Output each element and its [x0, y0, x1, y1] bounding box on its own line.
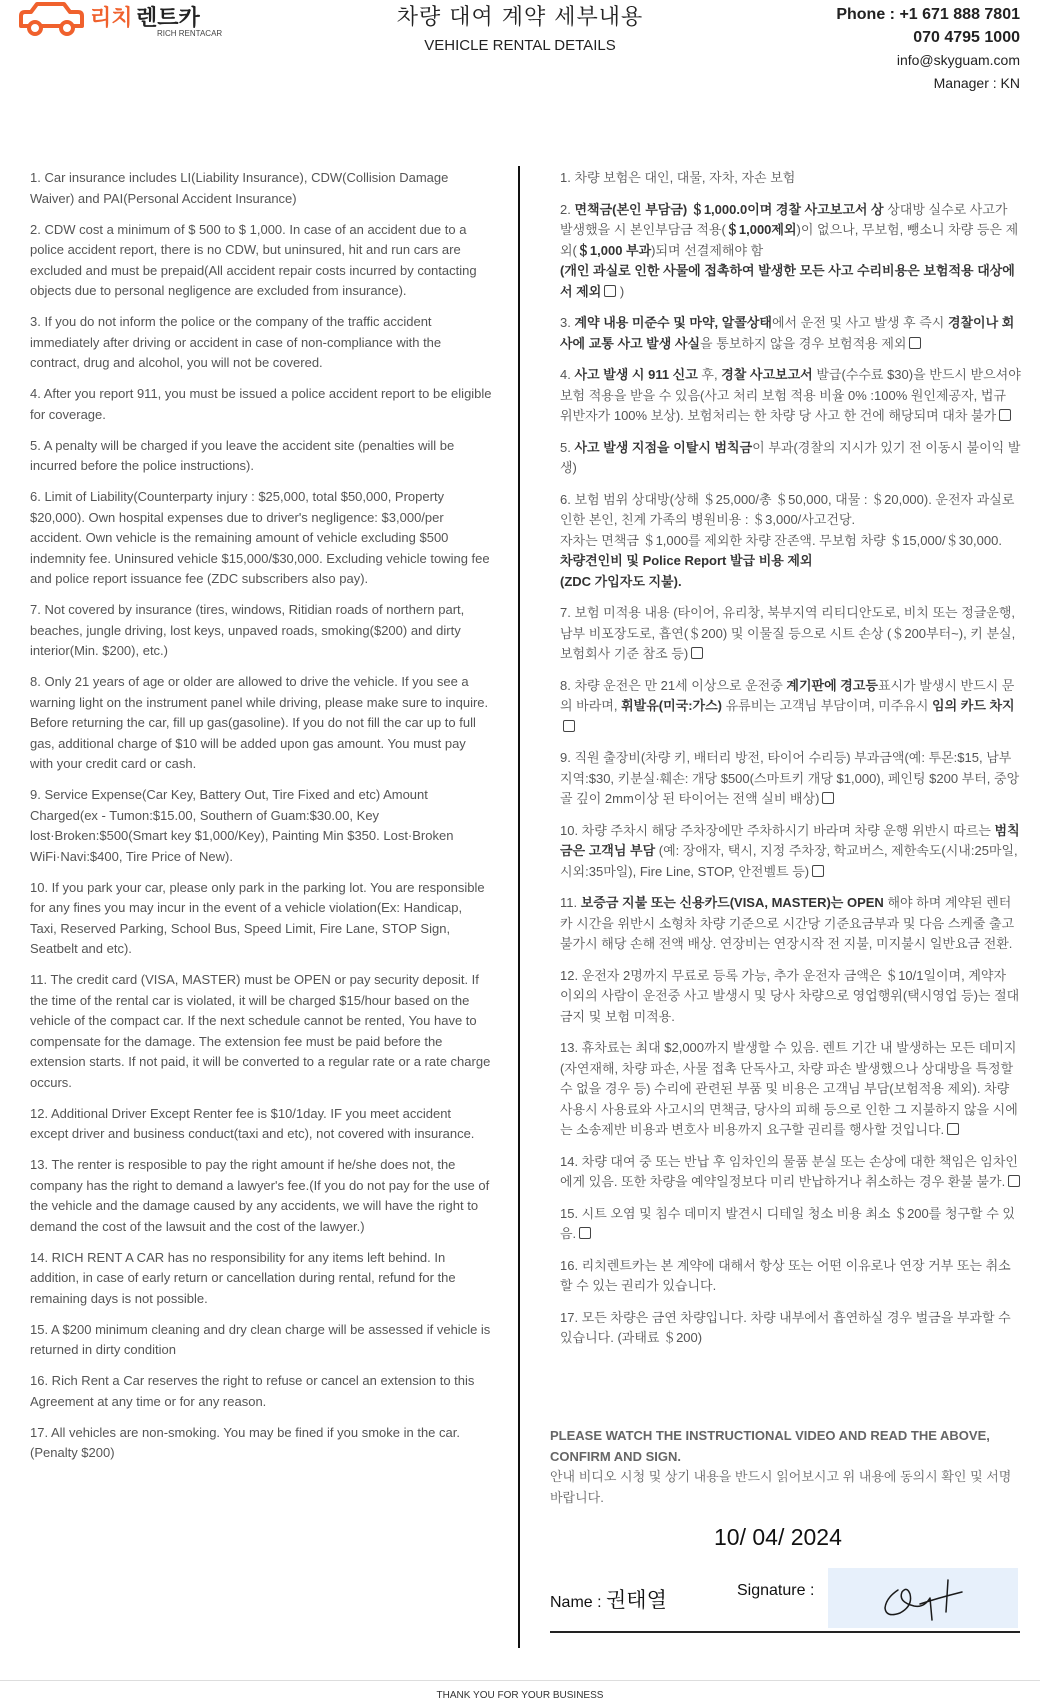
term-ko-17: 17. 모든 차량은 금연 차량입니다. 차량 내부에서 흡연하실 경우 벌금을 부과할 수 있습니다. (과태료 ＄200) — [560, 1309, 1011, 1345]
checkbox-9[interactable] — [822, 792, 834, 804]
checkbox-13[interactable] — [947, 1123, 959, 1135]
term-en-8: 8. Only 21 years of age or older are allowed to drive the vehicle. If you see a warning light on the instrument panel while driving, please make sure to inquire. Before returning the car, fill up gas(gasoline). If you do not fill the car up to full gas, additional charge of $10 will be added upon gas amount. You must pay with your credit card or cash. — [30, 674, 489, 771]
checkbox-15[interactable] — [579, 1227, 591, 1239]
term-en-5: 5. A penalty will be charged if you leave the accident site (penalties will be incurred before the police instructions). — [30, 437, 455, 473]
term-ko-15: 15. 시트 오염 및 침수 데미지 발견시 디테일 청소 비용 최소 ＄200를 청구할 수 있음. — [560, 1205, 1015, 1241]
term-en-11: 11. The credit card (VISA, MASTER) must be OPEN or pay security deposit. If the time of the rental car is violated, it will be charged $15/hour based on the vehicle of the compact car. If the next schedule cannot be rented, You have to compensate for the damage. The extension fee must be paid before the extension starts. If not paid, it will be converted to a regular rate or a rate charge occurs. — [30, 972, 491, 1090]
term-ko-1: 1. 차량 보험은 대인, 대물, 자차, 자손 보험 — [560, 170, 796, 185]
phone-2: 070 4795 1000 — [913, 29, 1020, 46]
name-label: Name : — [550, 1594, 607, 1611]
notice-korean: 안내 비디오 시청 및 상기 내용을 반드시 읽어보시고 위 내용에 동의시 확인 및 서명 바랍니다. — [550, 1469, 1012, 1505]
term-en-13: 13. The renter is resposible to pay the right amount if he/she does not, the company has the right to demand a lawyer's fee.(If you do not pay for the use of the vehicle and the damage caused by any accidents, we will have the right to demand the cost of the lawsuit and the cost of the lawyer.) — [30, 1157, 490, 1234]
title-korean: 차량 대여 계약 세부내용 — [396, 5, 644, 30]
checkbox-2[interactable] — [604, 285, 616, 297]
contract-date: 10/ 04/ 2024 — [714, 1524, 842, 1550]
term-ko-14: 14. 차량 대여 중 또는 반납 후 임차인의 물품 분실 또는 손상에 대한 책임은 임차인에게 있음. 또한 차량을 예약일정보다 미리 반납하거나 취소하는 경우 환불 불가. — [560, 1152, 1022, 1193]
term-en-1: 1. Car insurance includes LI(Liability Insurance), CDW(Collision Damage Waiver) and PAI(Personal Accident Insurance) — [30, 170, 449, 206]
terms-korean — [560, 168, 1022, 1360]
term-en-2: 2. CDW cost a minimum of $ 500 to $ 1,000. In case of an accident due to a police accident report, there is no CDW, but uninsured, hit and run cars are excluded and must be prepaid(All accident repair costs incurred by contacting objects due to personal negligence are excluded from insurance). — [30, 221, 477, 298]
term-ko-11: 11. 보증금 지불 또는 신용카드(VISA, MASTER)는 OPEN 해야 하며 계약된 렌터카 시간을 위반시 소형차 차량 기준으로 시간당 기준요금부과 및 다음 스케줄 출고 불가시 해당 손해 전액 배상. 연장비는 연장시작 전 지불, 미지불시 일반요금 전환. — [560, 895, 1015, 951]
term-ko-7: 7. 보험 미적용 내용 (타이어, 유리창, 북부지역 리티디안도로, 비치 또는 정글운행, 남부 비포장도로, 흡연(＄200) 및 이물질 등으로 시트 손상 (＄200부터~), 키 분실, 보험회사 기준 참조 등) — [560, 605, 1016, 661]
contact-block — [836, 3, 1020, 95]
footer-divider — [0, 1680, 1040, 1681]
renter-name — [550, 1584, 667, 1614]
phone-1: Phone : +1 671 888 7801 — [836, 6, 1020, 23]
term-en-17: 17. All vehicles are non-smoking. You may be fined if you smoke in the car. (Penalty $200) — [30, 1424, 460, 1460]
checkbox-14[interactable] — [1008, 1175, 1020, 1187]
term-en-6: 6. Limit of Liability(Counterparty injury : $25,000, total $50,000, Property $20,000). Own hospital expenses due to driver's negligence: $3,000/per accident. Own vehicle is the remaining amount of vehicle excluding $500 indemnity fee. Uninsured vehicle $15,000/$30,000. Excluding vehicle towing fee and police report issuance fee (ZDC subscribers also pay). — [30, 489, 490, 586]
checkbox-3[interactable] — [909, 337, 921, 349]
footer-text: THANK YOU FOR YOUR BUSINESS — [436, 1690, 604, 1701]
notice-english: PLEASE WATCH THE INSTRUCTIONAL VIDEO AND READ THE ABOVE, CONFIRM AND SIGN. — [550, 1428, 990, 1464]
column-divider — [518, 166, 520, 1648]
company-logo — [18, 0, 228, 44]
email: info@skyguam.com — [896, 52, 1020, 68]
signature-field[interactable] — [828, 1568, 1018, 1628]
term-ko-5: 5. 사고 발생 지점을 이탈시 범칙금이 부과(경찰의 지시가 있기 전 이동시 불이익 발생) — [560, 439, 1021, 475]
term-ko-6: 6. 보험 범위 상대방(상해 ＄25,000/총 ＄50,000, 대물 : ＄20,000). 운전자 과실로 인한 본인, 친계 가족의 병원비용 : ＄3,000/사고건당. 자차는 면책금 ＄1,000를 제외한 차량 잔존액. 무보험 차량 ＄15,000/＄30,000. 차량견인비 및 Police Report 발급 비용 제외 (ZDC 가입자도 지불). — [560, 491, 1015, 589]
name-value: 권태열 — [606, 1589, 667, 1612]
sign-notice — [550, 1426, 1020, 1508]
term-en-15: 15. A $200 minimum cleaning and dry clean charge will be assessed if vehicle is returned in dirty condition — [30, 1321, 491, 1357]
term-en-4: 4. After you report 911, you must be issued a police accident report to be eligible for coverage. — [30, 386, 492, 422]
term-en-16: 16. Rich Rent a Car reserves the right to refuse or cancel an extension to this Agreement at any time or for any reason. — [30, 1373, 475, 1409]
checkbox-4[interactable] — [999, 409, 1011, 421]
term-ko-4: 4. 사고 발생 시 911 신고 후, 경찰 사고보고서 발급(수수료 $30)을 반드시 받으셔야 보험 적용을 받을 수 있음(사고 처리 보험 적용 비율 0% :100% 원인제공자, 법규 위반자가 100% 보상). 보험처리는 한 차량 당 사고 한 건에 해당되며 대차 불가 — [560, 367, 1021, 423]
term-en-3: 3. If you do not inform the police or the company of the traffic accident immediately after driving or accident in case of non-compliance with the contract, drug and alcohol, you will not be covered. — [30, 314, 442, 370]
signature-label: Signature : — [737, 1582, 815, 1599]
manager: Manager : KN — [933, 75, 1020, 91]
term-ko-8: 8. 차량 운전은 만 21세 이상으로 운전중 계기판에 경고등표시가 발생시 반드시 문의 바라며, 휘발유(미국:가스) 유류비는 고객님 부담이며, 미주유시 임의 카드 차지 — [560, 676, 1022, 738]
svg-text:리치: 리치 — [90, 6, 133, 31]
signature-line — [550, 1631, 1020, 1633]
term-ko-9: 9. 직원 출장비(차량 키, 배터리 방전, 타이어 수리등) 부과금액(예: 투몬:$15, 남부지역:$30, 키분실·훼손: 개당 $500(스마트키 개당 $1,000), 페인팅 $200 부터, 중앙 골 깊이 2mm이상 된 타이어는 전액 실비 배상) — [560, 750, 1020, 806]
car-logo-icon — [18, 0, 228, 44]
term-en-12: 12. Additional Driver Except Renter fee is $10/1day. IF you meet accident except driver and business conduct(taxi and etc), not covered with insurance. — [30, 1105, 475, 1141]
term-ko-2: 2. 면책금(본인 부담금) ＄1,000.0이며 경찰 사고보고서 상 상대방 실수로 사고가 발생했을 시 본인부담금 적용(＄1,000제외)이 없으나, 무보험, 뺑소니 차량 등은 제외(＄1,000 부과)되며 선결제해야 함 (개인 과실로 인한 사물에 접촉하여 발생한 모든 사고 수리비용은 보험적용 대상에서 제외 ) — [560, 201, 1019, 299]
title-english: VEHICLE RENTAL DETAILS — [424, 37, 616, 54]
checkbox-8[interactable] — [563, 720, 575, 732]
handwritten-signature — [828, 1568, 1018, 1628]
term-ko-12: 12. 운전자 2명까지 무료로 등록 가능, 추가 운전자 금액은 ＄10/1일이며, 계약자 이외의 사람이 운전중 사고 발생시 및 당사 차량으로 영업행위(택시영업 등)는 절대 금지 및 보험 미적용. — [560, 967, 1020, 1024]
term-ko-13: 13. 휴차료는 최대 $2,000까지 발생할 수 있음. 렌트 기간 내 발생하는 모든 데미지(자연재해, 차량 파손, 사물 접촉 단독사고, 차량 파손 발생했으나 상대방을 특정할 수 없을 경우 등) 수리에 관련된 부품 및 비용은 고객님 부담(보험적용 제외). 차량 사용시 사용료와 사고시의 면책금, 당사의 피해 등으로 인한 그 지불하지 않을 시에는 소송제반 비용과 변호사 비용까지 요구할 권리를 행사할 것입니다. — [560, 1040, 1018, 1137]
term-ko-3: 3. 계약 내용 미준수 및 마약, 알콜상태에서 운전 및 사고 발생 후 즉시 경찰이나 회사에 교통 사고 발생 사실을 통보하지 않을 경우 보험적용 제외 — [560, 315, 1015, 351]
term-ko-10: 10. 차량 주차시 해당 주차장에만 주차하시기 바라며 차량 운행 위반시 따르는 범칙금은 고객님 부담 (예: 장애자, 택시, 지정 주차장, 학교버스, 제한속도(시내:25마일, 시외:35마일), Fire Line, STOP, 안전벨트 등) — [560, 822, 1020, 879]
checkbox-7[interactable] — [691, 647, 703, 659]
term-en-10: 10. If you park your car, please only park in the parking lot. You are responsible for any fines you may incur in the event of a vehicle violation(Ex: Handicap, Taxi, Reserved Parking, School Bus, Speed Limit, Fire Lane, STOP Sign, Seatbelt and etc). — [30, 879, 485, 956]
checkbox-10[interactable] — [812, 865, 824, 877]
svg-text:렌트카: 렌트카 — [136, 6, 200, 31]
term-en-9: 9. Service Expense(Car Key, Battery Out, Tire Fixed and etc) Amount Charged(ex - Tumon:$15.00, Southern of Guam:$30.00, Key lost·Broken:$500(Smart key $1,000/Key), Painting Min $350. Lost·Broken WiFi·Navi:$400, Tire Price of New). — [30, 787, 454, 864]
svg-text:RICH RENTACAR: RICH RENTACAR — [157, 29, 223, 38]
term-ko-16: 16. 리치렌트카는 본 계약에 대해서 항상 또는 어떤 이유로나 연장 거부 또는 취소할 수 있는 권리가 있습니다. — [560, 1257, 1011, 1293]
terms-english — [30, 168, 492, 1474]
term-en-7: 7. Not covered by insurance (tires, windows, Ritidian roads of northern part, beaches, jungle driving, lost keys, unpaved roads, smoking($200) and dirty interior(Min. $200), etc.) — [30, 602, 465, 658]
term-en-14: 14. RICH RENT A CAR has no responsibility for any items left behind. In addition, in case of early return or cancellation during rental, refund for the remaining days is not possible. — [30, 1249, 456, 1306]
